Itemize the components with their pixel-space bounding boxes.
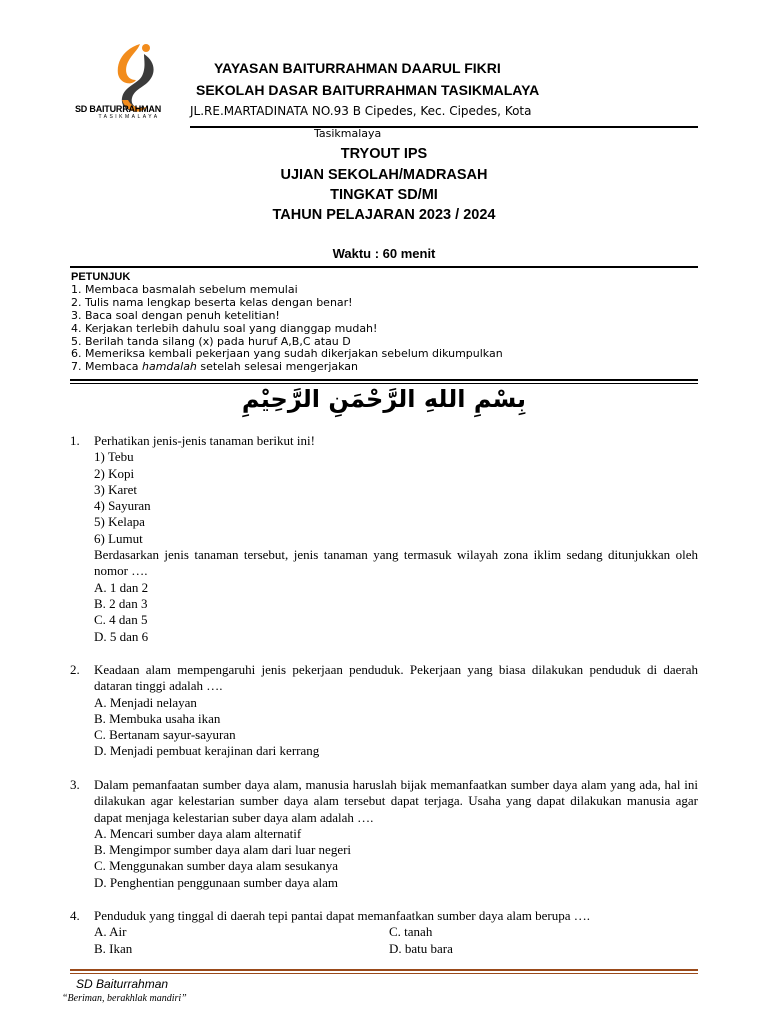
answer-option[interactable]: D. 5 dan 6 xyxy=(94,628,149,644)
instruction-item xyxy=(71,361,503,374)
answer-option[interactable]: D. Menjadi pembuat kerajinan dari kerrang xyxy=(94,743,320,759)
answer-option[interactable]: A. 1 dan 2 xyxy=(94,579,149,595)
answer-option[interactable]: C. tanah xyxy=(389,924,433,940)
header-divider xyxy=(190,126,698,128)
footer-divider xyxy=(70,969,698,971)
school-city-text: TASIKMALAYA xyxy=(98,114,160,120)
answer-option[interactable]: A. Menjadi nelayan xyxy=(94,694,197,710)
question-2 xyxy=(70,662,698,760)
school-address-city: Tasikmalaya xyxy=(314,127,382,140)
bismillah-text: بِسْمِ اللهِ الرَّحْمَنِ الرَّحِيْمِ xyxy=(241,385,527,413)
exam-title: TRYOUT IPS xyxy=(340,146,428,162)
list-item: 6) Lumut xyxy=(94,530,143,546)
question-intro: Perhatikan jenis-jenis tanaman berikut ini! xyxy=(94,433,315,448)
instruction-text: setelah selesai mengerjakan xyxy=(196,360,359,374)
instructions-divider xyxy=(70,379,698,381)
answer-option[interactable]: D. batu bara xyxy=(389,940,453,956)
answer-option[interactable]: C. 4 dan 5 xyxy=(94,612,148,628)
answer-option[interactable]: B. Ikan xyxy=(94,940,133,956)
footer-motto: “Beriman, berakhlak mandiri” xyxy=(62,993,187,1004)
exam-type: UJIAN SEKOLAH/MADRASAH xyxy=(280,167,488,183)
instruction-item: 5. Berilah tanda silang (x) pada huruf A,B,C atau D xyxy=(71,334,351,348)
instruction-item: 6. Memeriksa kembali pekerjaan yang sudah dikerjakan sebelum dikumpulkan xyxy=(71,347,503,361)
exam-duration: Waktu : 60 menit xyxy=(332,246,436,261)
exam-level: TINGKAT SD/MI xyxy=(330,187,438,203)
question-number: 3. xyxy=(70,777,80,792)
instruction-item: 1. Membaca basmalah sebelum memulai xyxy=(71,283,298,296)
school-address: JL.RE.MARTADINATA NO.93 B Cipedes, Kec. Cipedes, Kota xyxy=(190,104,532,118)
question-4 xyxy=(70,908,698,957)
title-divider xyxy=(70,266,698,268)
footer-divider-thin xyxy=(70,973,698,974)
footer-school-name: SD Baiturrahman xyxy=(76,977,169,991)
answer-option[interactable]: A. Air xyxy=(94,924,127,940)
instructions-divider-thin xyxy=(70,383,698,384)
list-item: 3) Karet xyxy=(94,481,137,497)
school-name: SEKOLAH DASAR BAITURRAHMAN TASIKMALAYA xyxy=(196,82,540,98)
list-item: 4) Sayuran xyxy=(94,498,151,514)
answer-option[interactable]: B. Membuka usaha ikan xyxy=(94,710,221,726)
instruction-item: 3. Baca soal dengan penuh ketelitian! xyxy=(71,308,280,322)
instruction-emphasis: hamdalah xyxy=(141,360,197,374)
answer-option[interactable]: C. Bertanam sayur-sayuran xyxy=(94,727,236,743)
instruction-item: 2. Tulis nama lengkap beserta kelas dengan benar! xyxy=(71,295,353,309)
question-text: Keadaan alam mempengaruhi jenis pekerjaan penduduk. Pekerjaan yang biasa dilakukan penduduk di daerah dataran tinggi adalah …. xyxy=(94,662,698,694)
foundation-name: YAYASAN BAITURRAHMAN DAARUL FIKRI xyxy=(214,60,501,76)
list-item: 1) Tebu xyxy=(94,449,134,465)
school-brand-text: SD BAITURRAHMAN xyxy=(75,104,161,114)
instruction-item: 4. Kerjakan terlebih dahulu soal yang dianggap mudah! xyxy=(71,321,378,335)
list-item: 5) Kelapa xyxy=(94,514,145,530)
question-text: Penduduk yang tinggal di daerah tepi pantai dapat memanfaatkan sumber daya alam berupa …. xyxy=(94,908,590,923)
question-text: Berdasarkan jenis tanaman tersebut, jenis tanaman yang termasuk wilayah zona iklim sedang ditunjukkan oleh nomor …. xyxy=(94,547,698,579)
answer-options-row xyxy=(94,941,698,957)
answer-option[interactable]: A. Mencari sumber daya alam alternatif xyxy=(94,825,302,841)
academic-year: TAHUN PELAJARAN 2023 / 2024 xyxy=(272,207,496,223)
question-1 xyxy=(70,433,698,645)
instruction-text: 7. Membaca xyxy=(71,360,142,374)
question-text: Dalam pemanfaatan sumber daya alam, manusia haruslah bijak memanfaatkan sumber daya alam yang ada, hal ini dilakukan agar kelestarian sumber daya alam tersebut dapat terjaga. Usaha yang dapat dilakukan manusia agar dapat menjaga kelestarian suber daya alam adalah …. xyxy=(94,777,698,825)
instructions-list xyxy=(71,284,503,374)
question-number: 1. xyxy=(70,433,80,448)
answer-option[interactable]: B. 2 dan 3 xyxy=(94,595,148,611)
question-number: 2. xyxy=(70,662,80,677)
instructions-heading: PETUNJUK xyxy=(71,271,131,283)
question-number: 4. xyxy=(70,908,80,923)
answer-option[interactable]: D. Penghentian penggunaan sumber daya alam xyxy=(94,874,339,890)
list-item: 2) Kopi xyxy=(94,465,135,481)
answer-option[interactable]: C. Menggunakan sumber daya alam sesukanya xyxy=(94,858,339,874)
answer-options-row xyxy=(94,924,698,940)
question-3 xyxy=(70,777,698,891)
answer-option[interactable]: B. Mengimpor sumber daya alam dari luar negeri xyxy=(94,842,352,858)
